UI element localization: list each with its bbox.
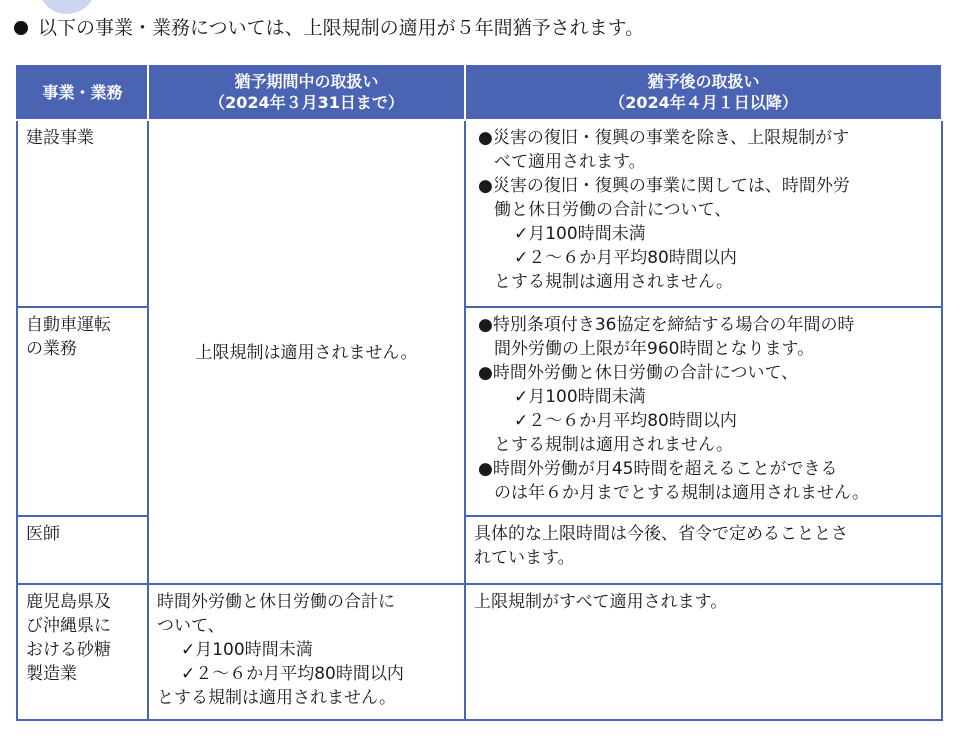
check-item: ✓２～６か月平均80時間以内 — [181, 664, 404, 684]
check-item: ✓２～６か月平均80時間以内 — [514, 248, 737, 268]
during-sugar — [148, 584, 465, 720]
category-doctor — [17, 516, 148, 584]
bullet-icon — [14, 21, 28, 35]
header-after-period: （2024年４月１日以降） — [609, 93, 798, 112]
header-after-title: 猶予後の取扱い — [647, 72, 760, 91]
after-line: とする規制は適用されません。 — [494, 272, 734, 292]
after-line: ●時間外労働が月45時間を超えることができる — [478, 459, 838, 479]
header-business — [17, 64, 148, 120]
header-after-grace — [465, 64, 942, 120]
category-label: おける砂糖 — [26, 640, 111, 660]
header-business-label: 事業・業務 — [42, 82, 123, 102]
decorative-circle — [38, 0, 96, 14]
after-line: れています。 — [474, 548, 575, 568]
category-label: 鹿児島県及 — [26, 592, 111, 612]
check-item: ✓月100時間未満 — [514, 224, 646, 244]
after-line: とする規制は適用されません。 — [494, 435, 734, 455]
category-construction — [17, 120, 148, 307]
during-line: とする規制は適用されません。 — [157, 688, 397, 708]
intro-statement — [14, 14, 644, 42]
category-driving — [17, 307, 148, 516]
after-driving — [465, 307, 942, 516]
after-line: ●災害の復旧・復興の事業に関しては、時間外労 — [478, 176, 850, 196]
header-during-period: （2024年３月31日まで） — [209, 93, 404, 112]
grace-period-table — [16, 63, 943, 721]
after-line: ●時間外労働と休日労働の合計について、 — [478, 363, 799, 383]
category-label: 自動車運転 — [26, 315, 111, 335]
after-construction — [465, 120, 942, 307]
category-label: 製造業 — [26, 664, 77, 684]
during-grace-text: 上限規制は適用されません。 — [195, 342, 418, 363]
check-item: ✓月100時間未満 — [514, 387, 646, 407]
table-row-sugar — [17, 584, 942, 720]
after-line: 上限規制がすべて適用されます。 — [474, 592, 728, 612]
category-label: 建設事業 — [26, 128, 94, 148]
after-sugar — [465, 584, 942, 720]
category-sugar — [17, 584, 148, 720]
during-grace-merged — [148, 120, 465, 584]
category-label: 医師 — [26, 524, 60, 544]
after-line: ●特別条項付き36協定を締結する場合の年間の時 — [478, 315, 855, 335]
after-line: 具体的な上限時間は今後、省令で定めることとさ — [474, 524, 848, 544]
check-item: ✓２～６か月平均80時間以内 — [514, 411, 737, 431]
during-line: ついて、 — [157, 616, 225, 636]
header-during-grace — [148, 64, 465, 120]
after-doctor — [465, 516, 942, 584]
table-header-row — [17, 64, 942, 120]
table-row-construction — [17, 120, 942, 307]
after-line: 間外労働の上限が年960時間となります。 — [494, 339, 815, 359]
during-line: 時間外労働と休日労働の合計に — [157, 592, 395, 612]
category-label: の業務 — [26, 339, 77, 359]
after-line: ●災害の復旧・復興の事業を除き、上限規制がす — [478, 128, 850, 148]
after-line: のは年６か月までとする規制は適用されません。 — [494, 483, 870, 503]
after-line: べて適用されます。 — [494, 152, 646, 172]
intro-text: 以下の事業・業務については、上限規制の適用が５年間猶予されます。 — [38, 17, 645, 39]
header-during-title: 猶予期間中の取扱い — [234, 72, 379, 91]
after-line: 働と休日労働の合計について、 — [494, 200, 732, 220]
category-label: び沖縄県に — [26, 616, 111, 636]
check-item: ✓月100時間未満 — [181, 640, 313, 660]
